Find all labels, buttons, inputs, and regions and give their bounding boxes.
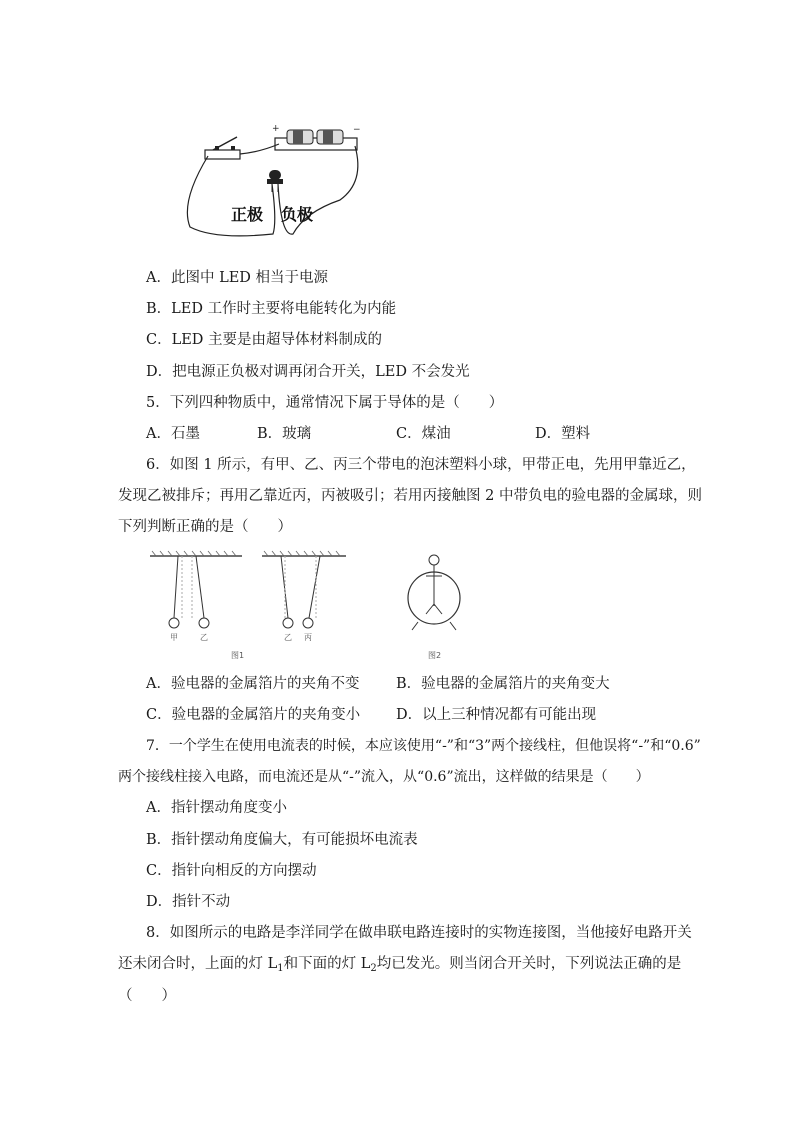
charged-balls-drawing <box>146 548 476 663</box>
q7-stem-line-2: 两个接线柱接入电路，而电流还是从“-”流入，从“0.6”流出，这样做的结果是（ ） <box>118 769 650 785</box>
q8-line2-part-a: 还未闭合时，上面的灯 L <box>118 956 278 972</box>
q7-stem-line-1: 7．一个学生在使用电流表的时候，本应该使用“-”和“3”两个接线柱，但他误将“-”和“0.6” <box>146 738 701 754</box>
q6-option-a: A．验电器的金属箔片的夹角不变 <box>146 676 360 692</box>
q6-stem-line-1: 6．如图 1 所示，有甲、乙、丙三个带电的泡沫塑料小球，甲带正电，先用甲靠近乙， <box>146 457 696 473</box>
q5-option-b: B．玻璃 <box>257 426 312 442</box>
q7-option-d: D．指针不动 <box>146 894 231 910</box>
q4-option-b: B．LED 工作时主要将电能转化为内能 <box>146 301 397 317</box>
l1-subscript: 1 <box>277 963 284 974</box>
svg-text:+: + <box>272 124 280 134</box>
q6-stem-line-3: 下列判断正确的是（ ） <box>118 519 292 535</box>
q8-stem-line-2 <box>118 954 681 979</box>
q5-stem: 5．下列四种物质中，通常情况下属于导体的是（ ） <box>146 395 504 411</box>
l2-subscript: 2 <box>370 963 377 974</box>
q7-option-b: B．指针摆动角度偏大，有可能损坏电流表 <box>146 832 418 848</box>
positive-label: 正极 <box>231 205 264 224</box>
fig1-caption: 图1 <box>231 651 245 660</box>
led-circuit-drawing <box>175 122 375 242</box>
ball-label-yi: 乙 <box>200 633 208 642</box>
q8-stem-line-1: 8．如图所示的电路是李洋同学在做串联电路连接时的实物连接图，当他接好电路开关 <box>146 925 692 941</box>
q4-option-d: D．把电源正负极对调再闭合开关，LED 不会发光 <box>146 364 470 380</box>
q8-line2-part-b: 和下面的灯 L <box>283 956 371 972</box>
svg-text:−: − <box>353 125 361 135</box>
charged-balls-figure <box>146 548 476 663</box>
fig2-caption: 图2 <box>428 651 442 660</box>
q6-option-d: D．以上三种情况都有可能出现 <box>396 707 597 723</box>
q7-option-c: C．指针向相反的方向摆动 <box>146 863 317 879</box>
q6-stem-line-2: 发现乙被排斥；再用乙靠近丙，丙被吸引；若用丙接触图 2 中带负电的验电器的金属球，则 <box>118 488 702 504</box>
q7-option-a: A．指针摆动角度变小 <box>146 800 287 816</box>
q4-option-a: A．此图中 LED 相当于电源 <box>146 270 329 286</box>
q5-option-a: A．石墨 <box>146 426 200 442</box>
q6-option-c: C．验电器的金属箔片的夹角变小 <box>146 707 361 723</box>
q6-option-b: B．验电器的金属箔片的夹角变大 <box>396 676 610 692</box>
q8-line2-part-c: 均已发光。则当闭合开关时，下列说法正确的是 <box>376 956 682 972</box>
ball-label-jia: 甲 <box>170 633 178 642</box>
led-circuit-figure <box>175 122 375 242</box>
q4-option-c: C．LED 主要是由超导体材料制成的 <box>146 332 383 348</box>
q5-option-d: D．塑料 <box>535 426 591 442</box>
q5-option-c: C．煤油 <box>396 426 451 442</box>
ball-label-bing: 丙 <box>304 633 312 642</box>
ball-label-yi-2: 乙 <box>284 633 292 642</box>
negative-label: 负极 <box>281 205 314 224</box>
q8-stem-line-3: （ ） <box>118 988 176 1004</box>
